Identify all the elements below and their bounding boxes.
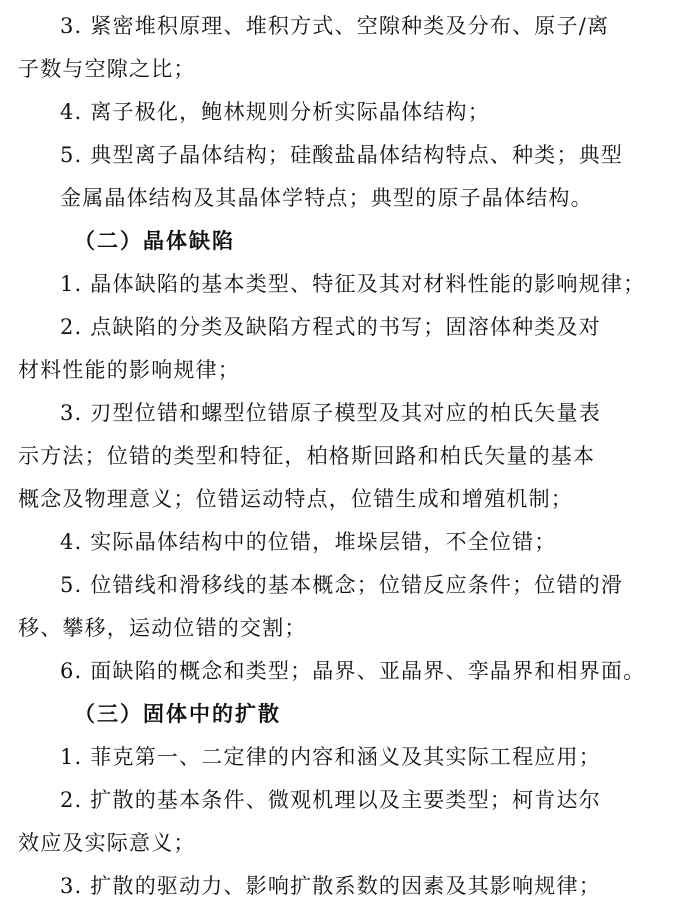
text-line-defects-3-end: 概念及物理意义；位错运动特点，位错生成和增殖机制； (18, 487, 573, 511)
text-line-diffusion-1: 1. 菲克第一、二定律的内容和涵义及其实际工程应用； (60, 745, 601, 769)
text-line-defects-4: 4. 实际晶体结构中的位错，堆垛层错，不全位错； (60, 530, 557, 554)
text-line-defects-2-start: 2. 点缺陷的分类及缺陷方程式的书写；固溶体种类及对 (60, 315, 601, 339)
text-line-item-3-start: 3. 紧密堆积原理、堆积方式、空隙种类及分布、原子/离 (60, 14, 610, 38)
text-line-diffusion-2-end: 效应及实际意义； (18, 831, 196, 855)
text-line-defects-6: 6. 面缺陷的概念和类型；晶界、亚晶界、孪晶界和相界面。 (60, 659, 646, 683)
text-line-item-4: 4. 离子极化，鲍林规则分析实际晶体结构； (60, 100, 490, 124)
text-line-defects-5-start: 5. 位错线和滑移线的基本概念；位错反应条件；位错的滑 (60, 573, 624, 597)
text-line-diffusion-2-start: 2. 扩散的基本条件、微观机理以及主要类型；柯肯达尔 (60, 788, 601, 812)
section-heading-diffusion: （三）固体中的扩散 (74, 701, 281, 726)
text-line-diffusion-3: 3. 扩散的驱动力、影响扩散系数的因素及其影响规律； (60, 874, 601, 898)
text-line-defects-1: 1. 晶体缺陷的基本类型、特征及其对材料性能的影响规律； (60, 272, 646, 296)
text-line-item-5-start: 5. 典型离子晶体结构；硅酸盐晶体结构特点、种类；典型 (60, 143, 624, 167)
text-line-item-5-end: 金属晶体结构及其晶体学特点；典型的原子晶体结构。 (60, 186, 593, 210)
text-line-defects-3-start: 3. 刃型位错和螺型位错原子模型及其对应的柏氏矢量表 (60, 401, 601, 425)
text-line-defects-5-end: 移、攀移，运动位错的交割； (18, 616, 307, 640)
text-line-defects-2-end: 材料性能的影响规律； (18, 358, 240, 382)
text-line-defects-3-mid: 示方法；位错的类型和特征，柏格斯回路和柏氏矢量的基本 (18, 444, 596, 468)
text-line-item-3-end: 子数与空隙之比； (18, 57, 196, 81)
section-heading-crystal-defects: （二）晶体缺陷 (74, 228, 235, 253)
